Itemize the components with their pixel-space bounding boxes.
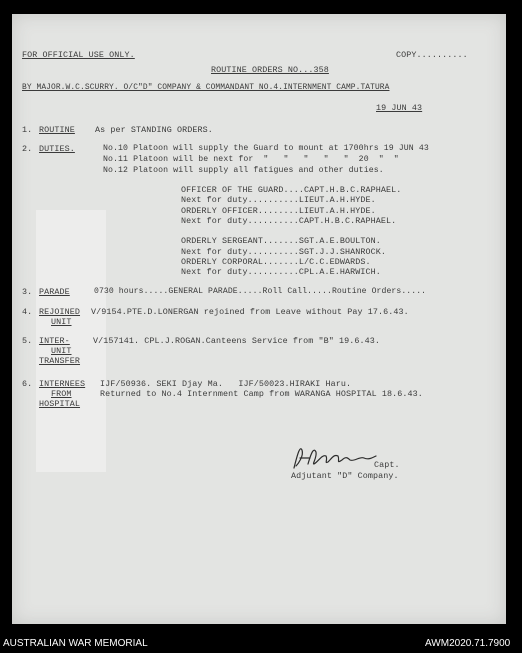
item-heading: PARADE [39,287,70,297]
item-heading-3: TRANSFER [39,356,81,366]
roster-line: ORDERLY SERGEANT.......SGT.A.E.BOULTON. [181,236,381,246]
item-text: V/9154.PTE.D.LONERGAN rejoined from Leave without Pay 17.6.43. [91,307,409,317]
item-number: 4. [22,307,33,317]
handwritten-signature [290,442,380,472]
item-number: 1. [22,125,33,135]
item-heading: DUTIES. [39,144,75,154]
item-text: Returned to No.4 Internment Camp from WARANGA HOSPITAL 18.6.43. [100,389,423,399]
institution-label: AUSTRALIAN WAR MEMORIAL [3,638,148,649]
classification-label: FOR OFFICIAL USE ONLY. [22,50,135,60]
roster-line: Next for duty..........CPL.A.E.HARWICH. [181,267,381,277]
item-number: 6. [22,379,33,389]
signature-rank: Capt. [374,460,400,470]
roster-line: ORDERLY OFFICER........LIEUT.A.H.HYDE. [181,206,376,216]
roster-line: ORDERLY CORPORAL.......L/C.C.EDWARDS. [181,257,371,267]
item-text: IJF/50936. SEKI Djay Ma. IJF/50023.HIRAKI Haru. [100,379,352,389]
roster-line: OFFICER OF THE GUARD....CAPT.H.B.C.RAPHAEL. [181,185,402,195]
item-text: V/157141. CPL.J.ROGAN.Canteens Service from "B" 19.6.43. [93,336,381,346]
item-heading: REJOINED [39,307,81,317]
item-number: 3. [22,287,33,297]
item-heading-2: FROM [51,389,72,399]
item-heading-3: HOSPITAL [39,399,81,409]
item-heading: INTERNEES [39,379,86,389]
issuer-line: BY MAJOR.W.C.SCURRY. O/C"D" COMPANY & COMMANDANT NO.4.INTERNMENT CAMP.TATURA [22,83,390,92]
catalogue-number: AWM2020.71.7900 [425,638,511,649]
document-date: 19 JUN 43 [376,103,423,113]
item-heading: INTER- [39,336,70,346]
document-title: ROUTINE ORDERS NO...358 [211,65,329,75]
item-heading-2: UNIT [51,317,72,327]
roster-line: Next for duty..........LIEUT.A.H.HYDE. [181,195,376,205]
copy-label: COPY.......... [396,50,468,60]
item-text: No.11 Platoon will be next for " " " " " 20 " " [103,155,399,164]
item-number: 2. [22,144,33,154]
item-text: 0730 hours.....GENERAL PARADE.....Roll Call.....Routine Orders..... [94,287,427,296]
roster-line: Next for duty..........SGT.J.J.SHANROCK. [181,247,387,257]
item-text: As per STANDING ORDERS. [95,125,213,135]
document-sheet [12,14,506,624]
item-heading-2: UNIT [51,346,72,356]
item-heading: ROUTINE [39,125,75,135]
signature-role: Adjutant "D" Company. [291,471,399,481]
roster-line: Next for duty..........CAPT.H.B.C.RAPHAEL. [181,216,397,226]
item-text: No.12 Platoon will supply all fatigues and other duties. [103,166,384,175]
item-text: No.10 Platoon will supply the Guard to mount at 1700hrs 19 JUN 43 [103,144,429,153]
item-number: 5. [22,336,33,346]
